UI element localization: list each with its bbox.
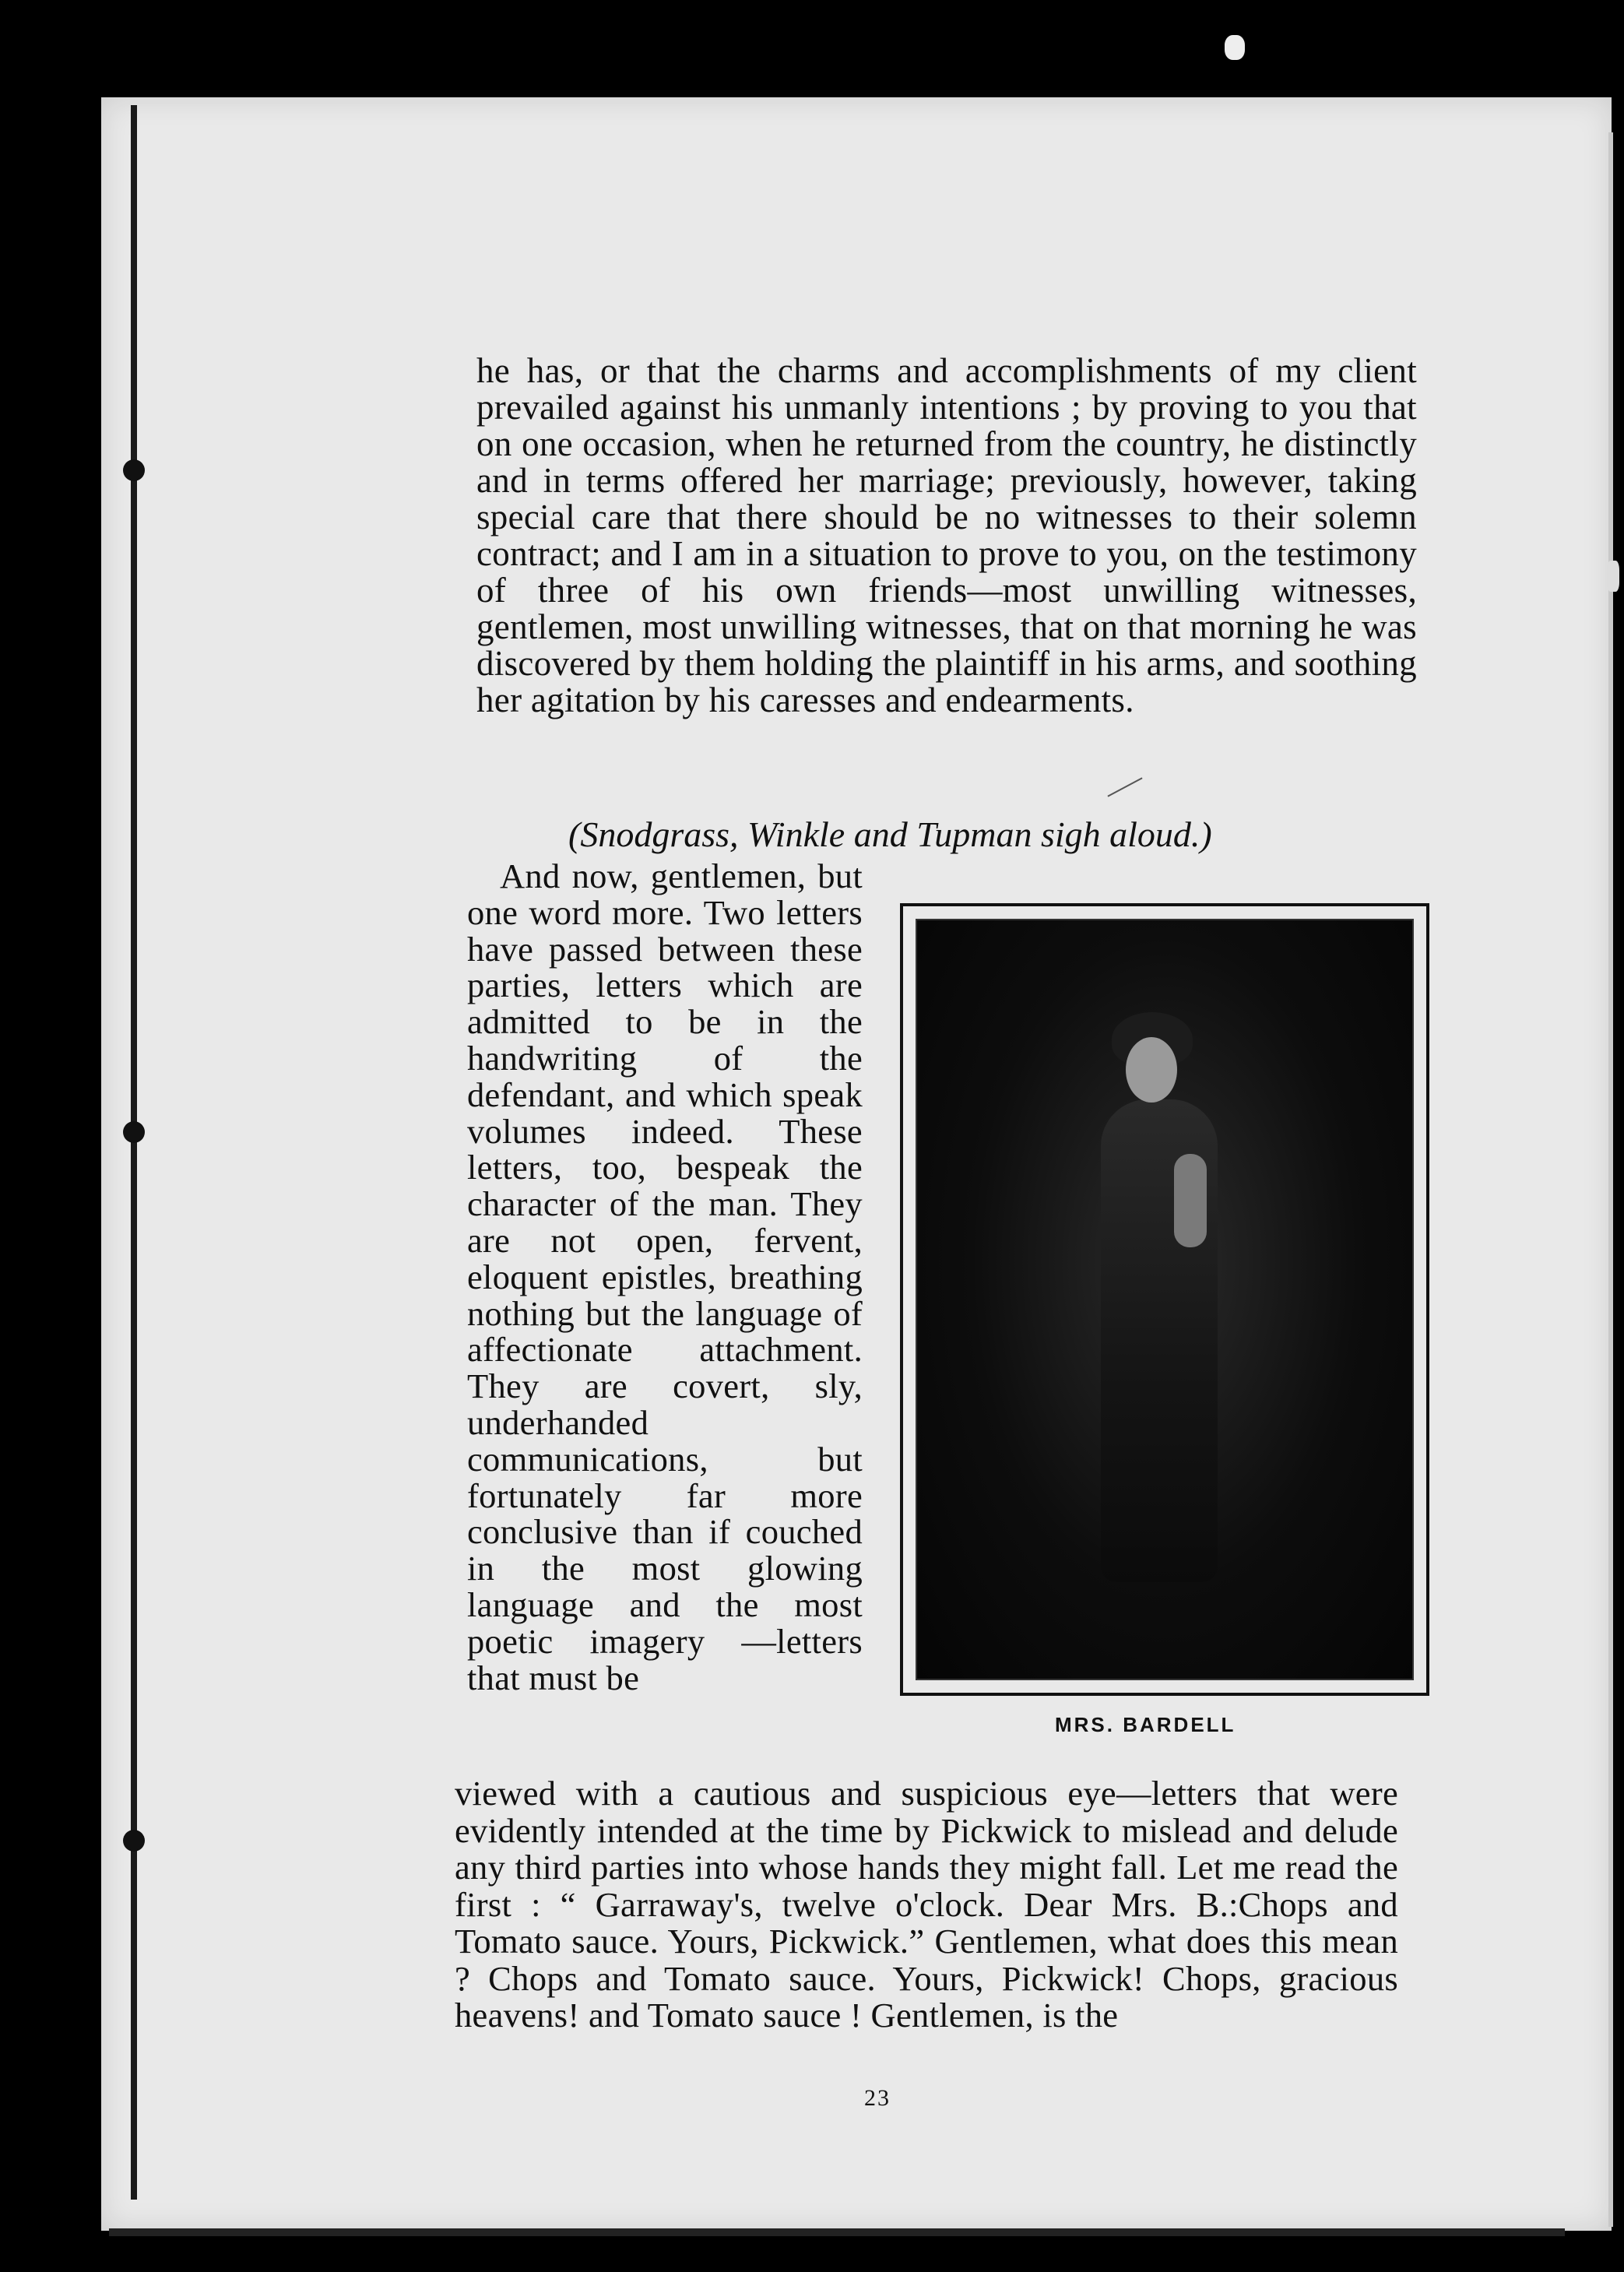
figure-face [1126,1037,1177,1103]
photo-frame [900,903,1429,1696]
body-paragraph-top [476,353,1417,719]
portrait-photo [916,919,1414,1680]
paragraph-text: viewed with a cautious and suspicious eye—letters that were evidently intended at the time by Pickwick to mislead and delude any third parties into whose hands they might fall. Let me read the first : “ Garraway's, twelve o'clock. Dear Mrs. B.:Chops and Tomato sauce. Yours, Pickwick.” Gentlemen, what does this mean ? Chops and Tomato sauce. Yours, Pickwick! Chops, gracious heavens! and Tomato sauce ! Gentlemen, is the [455,1774,1398,2035]
binding-mark [123,459,145,481]
stage-direction: (Snodgrass, Winkle and Tupman sigh aloud.) [568,814,1212,854]
figure-lace [1174,1154,1207,1247]
binding-spine [131,105,137,2200]
page-bottom-edge [109,2228,1565,2236]
scan-speck [1225,35,1245,60]
photo-caption: MRS. BARDELL [1055,1713,1236,1736]
page-number: 23 [864,2085,891,2111]
binding-mark [123,1830,145,1852]
paragraph-text: he has, or that the charms and accomplishments of my client prevailed against his unmanly intentions ; by proving to you that on one occasion, when he returned from the country, he distinctly and in terms offered her marriage; previously, however, taking special care that there should be no witnesses to their solemn contract; and I am in a situation to prove to you, on the testimony of three of his own friends—most unwilling witnesses, gentlemen, most unwilling witnesses, that on that morning he was discovered by them holding the plaintiff in his arms, and soothing her agitation by his caresses and endearments. [476,351,1417,719]
page-edge [1608,132,1613,2227]
paragraph-text: And now, gentlemen, but one word more. Two letters have passed between these parties, letters which are admitted to be in the handwriting of the defendant, and which speak volumes indeed. These letters, too, bespeak the character of the man. They are not open, fervent, eloquent epistles, breathing nothing but the language of affectionate attachment. They are covert, sly, underhanded communications, but fortunately far more conclusive than if couched in the most glowing language and the most poetic imagery —letters that must be [467,856,863,1697]
body-paragraph-left-column [467,858,863,1696]
scan-speck [1607,561,1619,592]
body-paragraph-bottom [455,1775,1398,2035]
binding-mark [123,1121,145,1143]
